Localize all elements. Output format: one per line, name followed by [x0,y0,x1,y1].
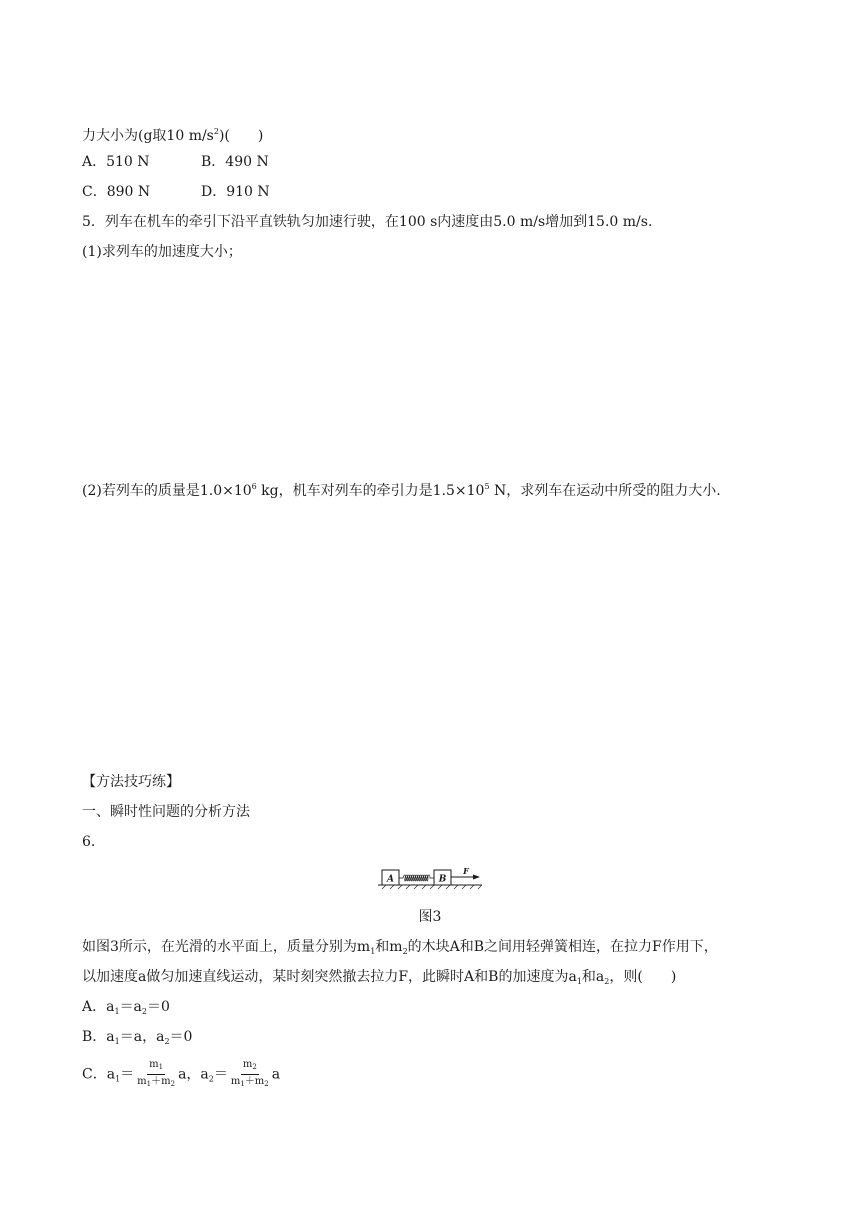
force-label: F [463,866,469,876]
q4-option-b: B．490 N [201,154,269,170]
fraction-m2-over-sum: $\frac{m_2}{m_1+m_2}$ [230,1059,269,1088]
q4-option-c: C．890 N [82,184,151,200]
q4-options-row-1 [82,153,269,171]
figure-caption: 图3 [418,909,442,925]
q5-part-1: (1)求列车的加速度大小； [82,244,242,260]
q6-stem-line-2: 以加速度a做匀加速直线运动，某时刻突然撤去拉力F，此瞬时A和B的加速度为$a_1$和$a_2$，则( ) [82,969,677,986]
q6-option-a: A．$a_1=a_2=0$ [82,999,170,1016]
fraction-m1-over-sum: $\frac{m_1}{m_1+m_2}$ [137,1059,176,1088]
block-b-label: B [438,874,447,885]
q6-option-b: B．$a_1=a$，$a_2=0$ [82,1029,193,1046]
block-a-label: A [387,874,394,885]
q6-option-c: C．$a_1=$ $\frac{m_1}{m_1+m_2}$ a，$a_2=$ $\frac{m_2}{m_1+m_2}$ a [82,1059,281,1088]
spring [399,875,434,881]
q6-stem-line-1: 如图3所示，在光滑的水平面上，质量分别为$m_1$和$m_2$的木块A和B之间用轻弹簧相连，在拉力F作用下， [82,939,718,956]
q6-number: 6. [82,834,96,850]
force-arrow-head [473,875,480,880]
q4-stem-tail: 力大小为(g取10 $m/s^2$)( ) [82,127,264,144]
q4-options-row-2 [82,183,270,201]
ground-hatch [382,885,482,889]
q5-stem: 5．列车在机车的牵引下沿平直铁轨匀加速行驶，在100 s内速度由5.0 m/s增加到15.0 m/s. [82,214,653,230]
spring-blocks-figure [378,866,482,890]
section-heading: 【方法技巧练】 [82,774,180,790]
q4-option-d: D．910 N [201,184,270,200]
section-subheading: 一、瞬时性问题的分析方法 [82,804,250,820]
q5-part-2: (2)若列车的质量是$1.0\times 10^6$ kg，机车对列车的牵引力是$1.5\times 10^5$ N，求列车在运动中所受的阻力大小. [82,482,721,499]
q4-option-a: A．510 N [82,154,150,170]
